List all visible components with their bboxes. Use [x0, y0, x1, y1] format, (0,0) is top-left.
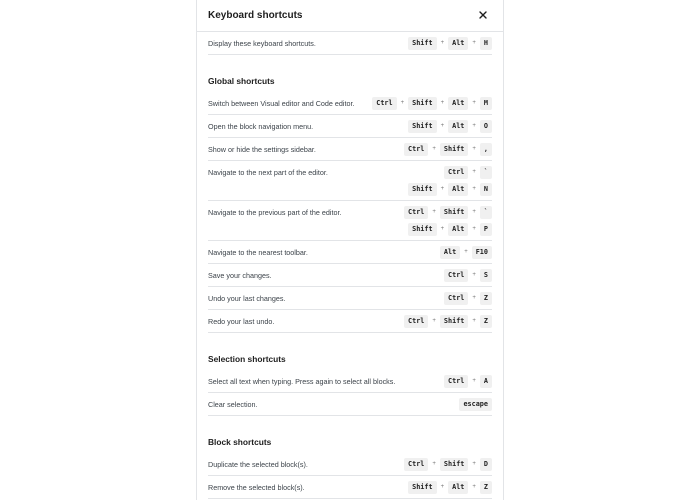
shortcut-row [208, 476, 492, 499]
section-title: Block shortcuts [208, 437, 272, 447]
key-cap: Ctrl [444, 166, 468, 179]
shortcut-keys [440, 245, 492, 262]
shortcut-keys [404, 457, 492, 474]
key-cap: Z [480, 315, 492, 328]
key-cap: , [480, 143, 492, 156]
key-cap: Shift [408, 97, 436, 110]
plus-separator: + [432, 145, 436, 152]
key-cap: ` [480, 206, 492, 219]
plus-separator: + [472, 460, 476, 467]
shortcut-keys [372, 96, 492, 113]
shortcut-description: Navigate to the previous part of the editor. [208, 208, 342, 217]
key-combination [408, 119, 492, 133]
plus-separator: + [472, 317, 476, 324]
key-cap: F10 [472, 246, 492, 259]
shortcut-description: Show or hide the settings sidebar. [208, 145, 316, 154]
plus-separator: + [440, 225, 445, 232]
section-title: Selection shortcuts [208, 354, 286, 364]
shortcut-description: Clear selection. [208, 400, 258, 409]
key-cap: Shift [408, 183, 436, 196]
shortcut-description: Switch between Visual editor and Code editor. [208, 99, 355, 108]
key-combination [372, 96, 492, 110]
plus-separator: + [472, 271, 476, 278]
key-cap: Alt [448, 481, 468, 494]
key-cap: H [480, 37, 492, 50]
key-cap: Ctrl [404, 206, 428, 219]
plus-separator: + [432, 460, 436, 467]
key-cap: Ctrl [444, 292, 468, 305]
shortcut-list [208, 453, 492, 499]
keyboard-shortcuts-modal [196, 0, 504, 500]
key-cap: Shift [440, 206, 468, 219]
plus-separator: + [472, 225, 476, 232]
plus-separator: + [472, 145, 476, 152]
shortcut-list [208, 370, 492, 416]
shortcut-row [208, 138, 492, 161]
key-cap: Ctrl [444, 375, 468, 388]
key-cap: Alt [448, 97, 468, 110]
key-cap: Shift [408, 120, 436, 133]
plus-separator: + [432, 317, 436, 324]
shortcut-section [208, 74, 492, 333]
key-cap: D [480, 458, 492, 471]
close-button[interactable] [475, 7, 491, 23]
key-cap: Shift [408, 481, 436, 494]
section-title: Global shortcuts [208, 76, 275, 86]
close-icon [475, 7, 491, 23]
shortcut-description: Save your changes. [208, 271, 272, 280]
key-cap: ` [480, 166, 492, 179]
shortcut-section [208, 352, 492, 416]
plus-separator: + [472, 294, 476, 301]
plus-separator: + [472, 377, 476, 384]
plus-separator: + [472, 122, 476, 129]
shortcut-description: Redo your last undo. [208, 317, 275, 326]
shortcut-row [208, 287, 492, 310]
shortcut-section [208, 435, 492, 499]
shortcut-sections [197, 32, 503, 499]
plus-separator: + [472, 185, 476, 192]
shortcut-description: Duplicate the selected block(s). [208, 460, 308, 469]
key-cap: Shift [408, 223, 436, 236]
key-cap: Ctrl [444, 269, 468, 282]
key-cap: Ctrl [372, 97, 396, 110]
plus-separator: + [464, 248, 468, 255]
key-cap: Z [480, 481, 492, 494]
key-combination [440, 245, 492, 259]
key-cap: Alt [448, 120, 468, 133]
key-cap: Shift [440, 143, 468, 156]
key-cap: Z [480, 292, 492, 305]
shortcut-description: Navigate to the nearest toolbar. [208, 248, 308, 257]
key-combination [408, 480, 492, 494]
plus-separator: + [472, 168, 476, 175]
plus-separator: + [440, 122, 445, 129]
key-cap: Shift [440, 458, 468, 471]
key-combination [444, 374, 492, 388]
key-cap: P [480, 223, 492, 236]
shortcut-row [208, 453, 492, 476]
shortcut-keys [459, 397, 492, 414]
plus-separator: + [440, 483, 445, 490]
key-combination [408, 222, 492, 236]
shortcut-keys [404, 314, 492, 331]
key-cap: Alt [440, 246, 460, 259]
key-combination [404, 457, 492, 471]
shortcut-row [208, 370, 492, 393]
shortcut-row [208, 241, 492, 264]
shortcut-description: Remove the selected block(s). [208, 483, 305, 492]
plus-separator: + [472, 99, 476, 106]
shortcut-keys [404, 142, 492, 159]
shortcut-keys [408, 165, 492, 199]
key-combination [408, 36, 492, 50]
shortcut-keys [444, 291, 492, 308]
shortcut-keys [444, 374, 492, 391]
key-cap: Alt [448, 37, 468, 50]
key-combination [408, 182, 492, 196]
key-cap: A [480, 375, 492, 388]
key-combination [404, 314, 492, 328]
modal-header [197, 0, 503, 32]
shortcut-row [208, 92, 492, 115]
key-combination [444, 268, 492, 282]
shortcut-description: Undo your last changes. [208, 294, 286, 303]
key-cap: Alt [448, 183, 468, 196]
key-combination [459, 397, 492, 411]
key-combination [444, 165, 492, 179]
key-combination [444, 291, 492, 305]
shortcut-row [208, 201, 492, 241]
key-cap: S [480, 269, 492, 282]
key-cap: Ctrl [404, 458, 428, 471]
shortcut-row [208, 310, 492, 333]
plus-separator: + [400, 99, 405, 106]
shortcut-row [208, 115, 492, 138]
plus-separator: + [440, 185, 445, 192]
key-cap: Ctrl [404, 143, 428, 156]
shortcut-row [208, 161, 492, 201]
plus-separator: + [432, 208, 436, 215]
shortcut-keys [404, 205, 492, 239]
plus-separator: + [472, 39, 476, 46]
shortcut-list [208, 92, 492, 333]
shortcut-description: Navigate to the next part of the editor. [208, 168, 328, 177]
key-cap: escape [459, 398, 492, 411]
shortcut-list [208, 32, 492, 55]
shortcut-keys [408, 36, 492, 53]
plus-separator: + [440, 39, 445, 46]
key-cap: Shift [440, 315, 468, 328]
shortcut-description: Open the block navigation menu. [208, 122, 314, 131]
key-cap: N [480, 183, 492, 196]
shortcut-section [208, 32, 492, 55]
shortcut-keys [444, 268, 492, 285]
shortcut-row [208, 32, 492, 55]
plus-separator: + [472, 208, 476, 215]
shortcut-row [208, 393, 492, 416]
key-cap: O [480, 120, 492, 133]
key-combination [404, 205, 492, 219]
shortcut-keys [408, 119, 492, 136]
plus-separator: + [472, 483, 476, 490]
shortcut-keys [408, 480, 492, 497]
shortcut-description: Display these keyboard shortcuts. [208, 39, 316, 48]
shortcut-description: Select all text when typing. Press again to select all blocks. [208, 377, 396, 386]
key-cap: M [480, 97, 492, 110]
key-cap: Ctrl [404, 315, 428, 328]
plus-separator: + [440, 99, 445, 106]
key-combination [404, 142, 492, 156]
modal-title: Keyboard shortcuts [208, 10, 303, 21]
shortcut-row [208, 264, 492, 287]
key-cap: Shift [408, 37, 436, 50]
key-cap: Alt [448, 223, 468, 236]
